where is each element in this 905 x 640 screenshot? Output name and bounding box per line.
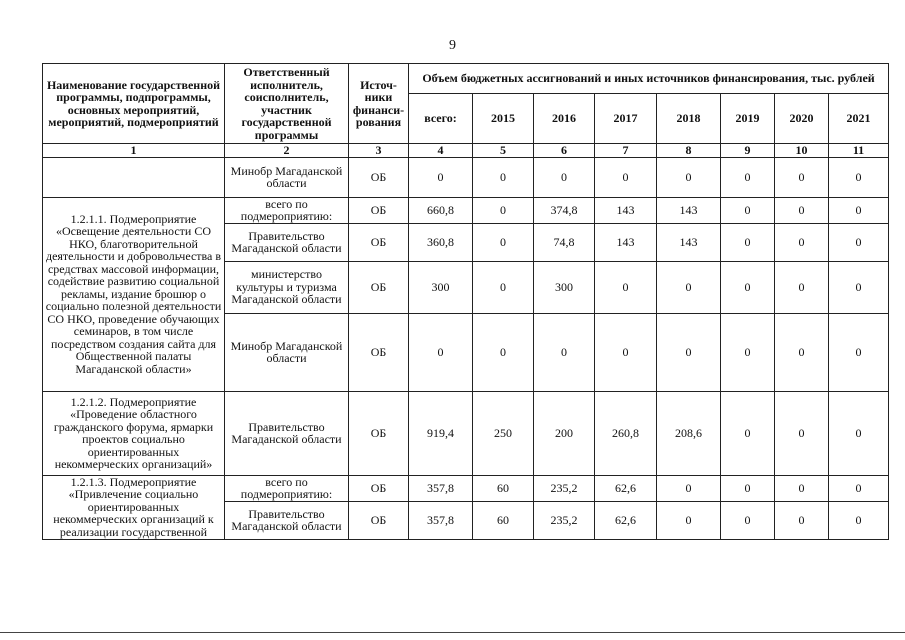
value-cell: 0 — [775, 157, 829, 197]
source-cell: ОБ — [349, 501, 409, 539]
header-year: 2021 — [829, 94, 889, 144]
header-year: 2017 — [595, 94, 657, 144]
activity-name — [43, 157, 225, 197]
value-cell: 0 — [473, 157, 534, 197]
value-cell: 0 — [829, 501, 889, 539]
column-number: 8 — [657, 144, 721, 158]
table-row — [43, 197, 889, 223]
value-cell: 0 — [721, 197, 775, 223]
responsible-cell: Минобр Магаданской области — [225, 313, 349, 391]
value-cell: 374,8 — [534, 197, 595, 223]
value-cell: 0 — [657, 313, 721, 391]
activity-name: 1.2.1.3. Подмероприятие «Привлечение социально ориентированных некоммерческих организаций к реализации государственной — [43, 475, 225, 539]
value-cell: 0 — [473, 197, 534, 223]
value-cell: 0 — [534, 313, 595, 391]
value-cell: 0 — [829, 223, 889, 261]
value-cell: 0 — [473, 261, 534, 313]
value-cell: 0 — [775, 313, 829, 391]
budget-table — [42, 63, 889, 540]
value-cell: 143 — [657, 197, 721, 223]
header-source: Источ-ники финанси-рования — [349, 64, 409, 144]
value-cell: 0 — [829, 475, 889, 501]
table-row — [43, 391, 889, 475]
value-cell: 143 — [595, 197, 657, 223]
value-cell: 0 — [829, 313, 889, 391]
header-year: 2018 — [657, 94, 721, 144]
header-year: 2019 — [721, 94, 775, 144]
value-cell: 0 — [721, 391, 775, 475]
source-cell: ОБ — [349, 391, 409, 475]
value-cell: 0 — [409, 313, 473, 391]
value-cell: 0 — [595, 157, 657, 197]
value-cell: 0 — [775, 223, 829, 261]
header-volume: Объем бюджетных ассигнований и иных источников финансирования, тыс. рублей — [409, 64, 889, 94]
value-cell: 0 — [473, 313, 534, 391]
value-cell: 60 — [473, 501, 534, 539]
column-number: 10 — [775, 144, 829, 158]
header-responsible: Ответственный исполнитель, соисполнитель, участник государственной программы — [225, 64, 349, 144]
value-cell: 0 — [595, 261, 657, 313]
value-cell: 660,8 — [409, 197, 473, 223]
column-number-row — [43, 144, 889, 158]
value-cell: 0 — [657, 475, 721, 501]
column-number: 11 — [829, 144, 889, 158]
table-row — [43, 475, 889, 501]
value-cell: 0 — [775, 261, 829, 313]
value-cell: 0 — [775, 197, 829, 223]
column-number: 5 — [473, 144, 534, 158]
source-cell: ОБ — [349, 157, 409, 197]
value-cell: 62,6 — [595, 501, 657, 539]
bottom-edge-line — [0, 632, 905, 633]
value-cell: 0 — [721, 157, 775, 197]
source-cell: ОБ — [349, 313, 409, 391]
value-cell: 0 — [829, 261, 889, 313]
value-cell: 143 — [657, 223, 721, 261]
header-year: 2016 — [534, 94, 595, 144]
value-cell: 0 — [534, 157, 595, 197]
header-total: всего: — [409, 94, 473, 144]
value-cell: 143 — [595, 223, 657, 261]
value-cell: 0 — [657, 501, 721, 539]
column-number: 7 — [595, 144, 657, 158]
responsible-cell: Правительство Магаданской области — [225, 391, 349, 475]
activity-name: 1.2.1.1. Подмероприятие «Освещение деятельности СО НКО, благотворительной деятельности и добровольчества в средствах массовой информации, содействие развитию социальной рекламы, издание брошюр о социально полезной деятельности СО НКО, проведение обучающих семинаров, в том числе посредством создания сайта для Общественной палаты Магаданской области» — [43, 197, 225, 391]
value-cell: 60 — [473, 475, 534, 501]
value-cell: 0 — [829, 391, 889, 475]
responsible-cell: всего по подмероприятию: — [225, 475, 349, 501]
column-number: 4 — [409, 144, 473, 158]
value-cell: 0 — [721, 501, 775, 539]
header-year: 2020 — [775, 94, 829, 144]
value-cell: 0 — [657, 157, 721, 197]
value-cell: 300 — [409, 261, 473, 313]
value-cell: 0 — [721, 261, 775, 313]
value-cell: 235,2 — [534, 501, 595, 539]
value-cell: 360,8 — [409, 223, 473, 261]
column-number: 9 — [721, 144, 775, 158]
responsible-cell: Минобр Магаданской области — [225, 157, 349, 197]
value-cell: 200 — [534, 391, 595, 475]
source-cell: ОБ — [349, 475, 409, 501]
value-cell: 62,6 — [595, 475, 657, 501]
value-cell: 0 — [721, 475, 775, 501]
column-number: 3 — [349, 144, 409, 158]
value-cell: 0 — [409, 157, 473, 197]
value-cell: 0 — [721, 223, 775, 261]
value-cell: 300 — [534, 261, 595, 313]
value-cell: 0 — [829, 157, 889, 197]
column-number: 6 — [534, 144, 595, 158]
header-year: 2015 — [473, 94, 534, 144]
header-name: Наименование государственной программы, подпрограммы, основных мероприятий, мероприятий, подмероприятий — [43, 64, 225, 144]
responsible-cell: Правительство Магаданской области — [225, 501, 349, 539]
value-cell: 260,8 — [595, 391, 657, 475]
value-cell: 0 — [775, 475, 829, 501]
value-cell: 250 — [473, 391, 534, 475]
page-number: 9 — [449, 38, 456, 53]
value-cell: 208,6 — [657, 391, 721, 475]
column-number: 1 — [43, 144, 225, 158]
value-cell: 357,8 — [409, 501, 473, 539]
value-cell: 919,4 — [409, 391, 473, 475]
responsible-cell: министерство культуры и туризма Магаданской области — [225, 261, 349, 313]
source-cell: ОБ — [349, 223, 409, 261]
value-cell: 0 — [829, 197, 889, 223]
activity-name: 1.2.1.2. Подмероприятие «Проведение областного гражданского форума, ярмарки проектов социально ориентированных некоммерческих организаций» — [43, 391, 225, 475]
value-cell: 74,8 — [534, 223, 595, 261]
column-number: 2 — [225, 144, 349, 158]
responsible-cell: всего по подмероприятию: — [225, 197, 349, 223]
value-cell: 357,8 — [409, 475, 473, 501]
value-cell: 0 — [775, 501, 829, 539]
table-row — [43, 157, 889, 197]
value-cell: 0 — [595, 313, 657, 391]
responsible-cell: Правительство Магаданской области — [225, 223, 349, 261]
source-cell: ОБ — [349, 261, 409, 313]
value-cell: 0 — [721, 313, 775, 391]
value-cell: 0 — [473, 223, 534, 261]
source-cell: ОБ — [349, 197, 409, 223]
value-cell: 0 — [775, 391, 829, 475]
value-cell: 235,2 — [534, 475, 595, 501]
value-cell: 0 — [657, 261, 721, 313]
